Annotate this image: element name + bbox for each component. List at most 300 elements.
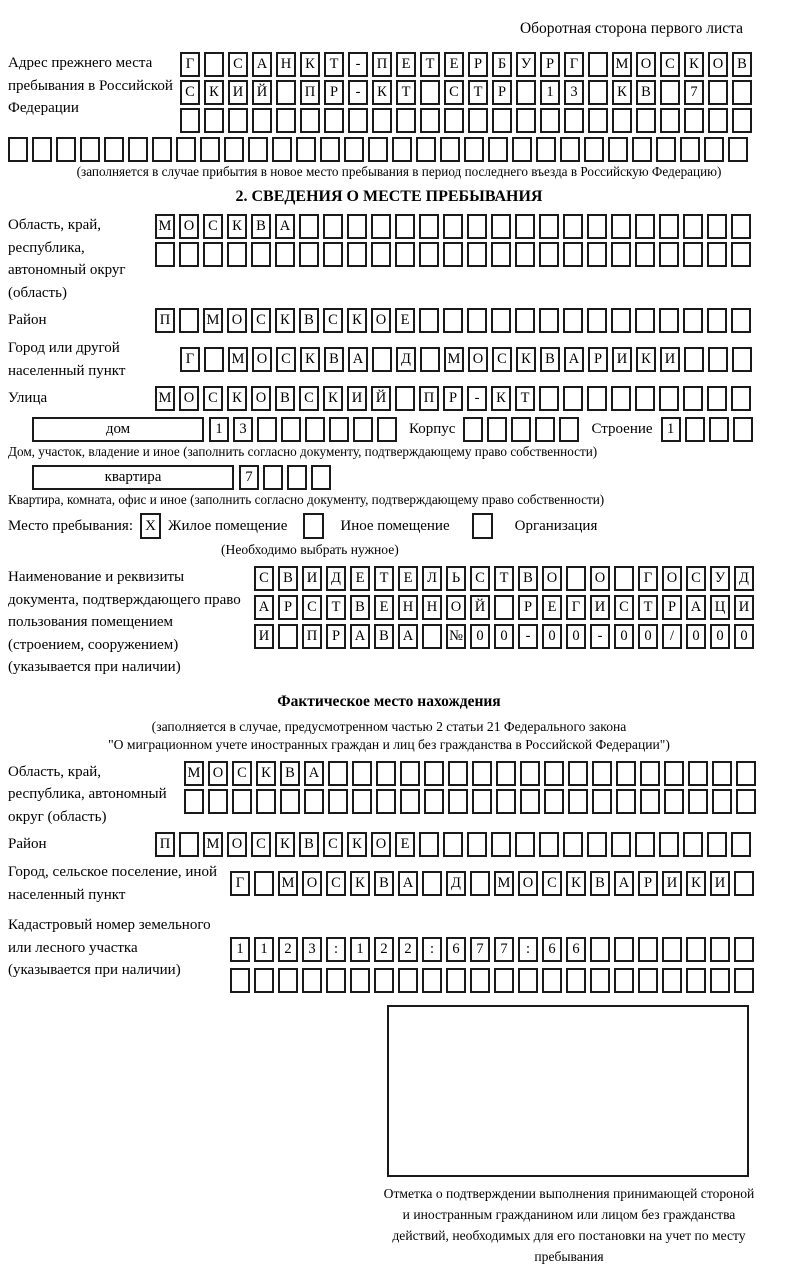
char-box: В xyxy=(350,595,370,620)
char-box xyxy=(492,108,512,133)
char-box xyxy=(278,968,298,993)
char-box: Й xyxy=(371,386,391,411)
city-field xyxy=(8,337,800,382)
char-box xyxy=(348,108,368,133)
char-box xyxy=(563,832,583,857)
stroenie-row[interactable] xyxy=(661,417,753,442)
char-box xyxy=(204,108,224,133)
char-box xyxy=(539,242,559,267)
char-box xyxy=(539,386,559,411)
char-box: : xyxy=(422,937,442,962)
char-box: Е xyxy=(396,52,416,77)
char-box: А xyxy=(350,624,370,649)
char-box: О xyxy=(468,347,488,372)
char-box: С xyxy=(542,871,562,896)
char-box xyxy=(302,968,322,993)
char-box xyxy=(376,789,396,814)
region-row-2[interactable] xyxy=(155,242,751,267)
char-box: С xyxy=(302,595,322,620)
char-box xyxy=(704,137,724,162)
char-box xyxy=(204,52,224,77)
char-box xyxy=(731,214,751,239)
char-box: С xyxy=(251,832,271,857)
region-field xyxy=(8,214,800,304)
char-box: О xyxy=(302,871,322,896)
char-box xyxy=(732,80,752,105)
char-box xyxy=(494,968,514,993)
char-box xyxy=(248,137,268,162)
char-box xyxy=(496,789,516,814)
char-box xyxy=(685,417,705,442)
char-box xyxy=(155,242,175,267)
char-box: С xyxy=(232,761,252,786)
char-box xyxy=(544,761,564,786)
char-box xyxy=(712,789,732,814)
char-box: Л xyxy=(422,566,442,591)
char-box: А xyxy=(252,52,272,77)
char-box: И xyxy=(612,347,632,372)
prev-address-row-2[interactable] xyxy=(180,80,752,105)
char-box xyxy=(563,214,583,239)
char-box xyxy=(518,968,538,993)
char-box: 7 xyxy=(239,465,259,490)
prev-address-note: (заполняется в случае прибытия в новое место пребывания в период последнего въезда в Российскую Федерацию) xyxy=(76,164,722,179)
char-box xyxy=(377,417,397,442)
char-box: 0 xyxy=(494,624,514,649)
char-box: Й xyxy=(470,595,490,620)
stay-type-checkbox-organization[interactable] xyxy=(472,513,493,539)
char-box: А xyxy=(614,871,634,896)
char-box: С xyxy=(492,347,512,372)
char-box: К xyxy=(612,80,632,105)
char-box xyxy=(515,308,535,333)
char-box xyxy=(419,242,439,267)
char-box: В xyxy=(280,761,300,786)
char-box: Д xyxy=(326,566,346,591)
street-field xyxy=(8,386,800,411)
char-box: К xyxy=(566,871,586,896)
char-box: Т xyxy=(494,566,514,591)
char-box xyxy=(422,624,442,649)
char-box xyxy=(659,242,679,267)
char-box xyxy=(564,108,584,133)
char-box xyxy=(278,624,298,649)
char-box: К xyxy=(491,386,511,411)
char-box: К xyxy=(323,386,343,411)
char-box: № xyxy=(446,624,466,649)
char-box xyxy=(400,761,420,786)
district-row[interactable] xyxy=(155,308,751,333)
char-box xyxy=(104,137,124,162)
char-box xyxy=(371,214,391,239)
char-box xyxy=(443,214,463,239)
char-box xyxy=(444,108,464,133)
char-box xyxy=(299,214,319,239)
char-box xyxy=(636,108,656,133)
char-box xyxy=(660,80,680,105)
prev-address-label: Адрес прежнего места пребывания в Российской Федерации xyxy=(8,55,173,116)
char-box: 2 xyxy=(278,937,298,962)
char-box xyxy=(230,968,250,993)
section2-title: 2. СВЕДЕНИЯ О МЕСТЕ ПРЕБЫВАНИЯ xyxy=(235,188,543,205)
char-box: К xyxy=(686,871,706,896)
char-box: С xyxy=(444,80,464,105)
char-box xyxy=(731,386,751,411)
char-box xyxy=(539,832,559,857)
actual-district-label: Район xyxy=(8,836,47,853)
char-box: И xyxy=(347,386,367,411)
char-box: В xyxy=(590,871,610,896)
char-box: С xyxy=(180,80,200,105)
char-box xyxy=(659,832,679,857)
char-box xyxy=(684,347,704,372)
char-box xyxy=(280,789,300,814)
apartment-number-row[interactable] xyxy=(239,465,331,490)
char-box: И xyxy=(710,871,730,896)
char-box: Д xyxy=(446,871,466,896)
char-box: Е xyxy=(395,308,415,333)
char-box xyxy=(587,242,607,267)
stay-type-checkbox-residential[interactable]: X xyxy=(140,513,161,539)
confirmation-stamp-area[interactable] xyxy=(387,1005,749,1177)
char-box: : xyxy=(326,937,346,962)
char-box xyxy=(635,832,655,857)
cadastral-row-1[interactable] xyxy=(230,937,754,962)
char-box: Р xyxy=(662,595,682,620)
char-box xyxy=(448,761,468,786)
char-box: 2 xyxy=(374,937,394,962)
char-box xyxy=(491,308,511,333)
char-box xyxy=(440,137,460,162)
actual-region-field xyxy=(8,761,800,829)
char-box xyxy=(587,214,607,239)
cadastral-row-2[interactable] xyxy=(230,968,754,993)
char-box xyxy=(710,937,730,962)
char-box xyxy=(254,968,274,993)
char-box: П xyxy=(302,624,322,649)
char-box xyxy=(734,937,754,962)
char-box xyxy=(588,80,608,105)
char-box: О xyxy=(590,566,610,591)
char-box xyxy=(584,137,604,162)
char-box xyxy=(680,137,700,162)
stay-type-option-other: Иное помещение xyxy=(340,517,450,534)
char-box xyxy=(515,832,535,857)
char-box xyxy=(683,386,703,411)
char-box xyxy=(420,108,440,133)
document-row-2[interactable] xyxy=(254,595,754,620)
page-header-note: Оборотная сторона первого листа xyxy=(519,20,743,37)
char-box xyxy=(640,789,660,814)
char-box xyxy=(488,137,508,162)
char-box xyxy=(472,789,492,814)
char-box: - xyxy=(467,386,487,411)
char-box xyxy=(305,417,325,442)
char-box xyxy=(707,832,727,857)
char-box: М xyxy=(278,871,298,896)
char-box: О xyxy=(371,308,391,333)
char-box: 3 xyxy=(302,937,322,962)
char-box: Р xyxy=(492,80,512,105)
char-box xyxy=(614,968,634,993)
char-box xyxy=(707,242,727,267)
char-box xyxy=(353,417,373,442)
char-box: 0 xyxy=(686,624,706,649)
region-label: Область, край, республика, автономный округ (область) xyxy=(8,217,126,301)
stay-type-checkbox-other[interactable] xyxy=(303,513,324,539)
char-box xyxy=(660,108,680,133)
apartment-note: Квартира, комната, офис и иное (заполнить согласно документу, подтверждающему право собственности) xyxy=(8,492,605,507)
char-box: 1 xyxy=(209,417,229,442)
char-box: К xyxy=(347,308,367,333)
char-box xyxy=(352,789,372,814)
char-box xyxy=(276,108,296,133)
char-box: С xyxy=(470,566,490,591)
house-type-box[interactable]: дом xyxy=(32,417,204,442)
house-number-row[interactable] xyxy=(209,417,397,442)
char-box xyxy=(616,789,636,814)
char-box xyxy=(731,832,751,857)
document-field xyxy=(8,566,800,679)
char-box xyxy=(372,347,392,372)
char-box xyxy=(491,832,511,857)
char-box xyxy=(736,761,756,786)
char-box: О xyxy=(446,595,466,620)
char-box: С xyxy=(614,595,634,620)
char-box xyxy=(635,214,655,239)
cadastral-field xyxy=(8,914,800,993)
char-box: У xyxy=(710,566,730,591)
char-box: К xyxy=(227,214,247,239)
char-box xyxy=(686,937,706,962)
char-box xyxy=(396,108,416,133)
char-box xyxy=(179,832,199,857)
char-box xyxy=(640,761,660,786)
char-box xyxy=(588,52,608,77)
char-box: С xyxy=(254,566,274,591)
char-box: Д xyxy=(396,347,416,372)
char-box: Р xyxy=(540,52,560,77)
char-box xyxy=(281,417,301,442)
char-box xyxy=(712,761,732,786)
char-box: В xyxy=(251,214,271,239)
prev-address-row-1[interactable] xyxy=(180,52,752,77)
actual-region-row-2[interactable] xyxy=(184,789,756,814)
char-box: К xyxy=(516,347,536,372)
char-box xyxy=(635,242,655,267)
char-box xyxy=(662,968,682,993)
char-box: К xyxy=(350,871,370,896)
char-box xyxy=(300,108,320,133)
char-box xyxy=(463,417,483,442)
char-box: К xyxy=(275,308,295,333)
char-box: Н xyxy=(398,595,418,620)
actual-district-row[interactable] xyxy=(155,832,751,857)
char-box xyxy=(683,832,703,857)
char-box: М xyxy=(155,386,175,411)
char-box: 0 xyxy=(542,624,562,649)
char-box xyxy=(56,137,76,162)
char-box xyxy=(664,761,684,786)
char-box: Б xyxy=(492,52,512,77)
char-box xyxy=(563,386,583,411)
char-box: 7 xyxy=(470,937,490,962)
char-box xyxy=(448,789,468,814)
char-box xyxy=(32,137,52,162)
char-box: К xyxy=(347,832,367,857)
street-row[interactable] xyxy=(155,386,751,411)
char-box: М xyxy=(203,308,223,333)
char-box: С xyxy=(276,347,296,372)
char-box xyxy=(520,761,540,786)
region-row-1[interactable] xyxy=(155,214,751,239)
char-box: 7 xyxy=(494,937,514,962)
char-box: И xyxy=(662,871,682,896)
char-box: М xyxy=(444,347,464,372)
char-box: О xyxy=(252,347,272,372)
char-box xyxy=(184,789,204,814)
char-box: Т xyxy=(374,566,394,591)
char-box: Г xyxy=(180,347,200,372)
char-box: К xyxy=(256,761,276,786)
char-box: В xyxy=(374,871,394,896)
char-box xyxy=(516,80,536,105)
char-box xyxy=(611,832,631,857)
char-box: - xyxy=(518,624,538,649)
char-box: С xyxy=(203,386,223,411)
apartment-type-box[interactable]: квартира xyxy=(32,465,234,490)
char-box xyxy=(467,242,487,267)
char-box xyxy=(709,417,729,442)
char-box xyxy=(467,832,487,857)
char-box xyxy=(227,242,247,267)
char-box: И xyxy=(590,595,610,620)
char-box xyxy=(688,789,708,814)
char-box: 1 xyxy=(661,417,681,442)
char-box xyxy=(540,108,560,133)
char-box xyxy=(392,137,412,162)
char-box xyxy=(257,417,277,442)
city-row[interactable] xyxy=(180,347,752,372)
char-box xyxy=(467,308,487,333)
char-box: К xyxy=(275,832,295,857)
char-box: С xyxy=(251,308,271,333)
char-box: К xyxy=(204,80,224,105)
char-box xyxy=(566,566,586,591)
char-box: 0 xyxy=(614,624,634,649)
char-box xyxy=(347,242,367,267)
char-box: Й xyxy=(252,80,272,105)
char-box: Р xyxy=(443,386,463,411)
char-box xyxy=(420,80,440,105)
char-box xyxy=(611,386,631,411)
char-box xyxy=(254,871,274,896)
char-box xyxy=(422,871,442,896)
char-box xyxy=(8,137,28,162)
char-box: Ц xyxy=(710,595,730,620)
stay-type-label: Место пребывания: xyxy=(8,517,133,534)
char-box: Р xyxy=(326,624,346,649)
char-box: А xyxy=(564,347,584,372)
char-box xyxy=(350,968,370,993)
char-box: Р xyxy=(588,347,608,372)
korpus-row[interactable] xyxy=(463,417,579,442)
char-box xyxy=(287,465,307,490)
char-box: - xyxy=(348,52,368,77)
char-box: В xyxy=(299,832,319,857)
char-box: А xyxy=(398,624,418,649)
char-box: С xyxy=(299,386,319,411)
char-box: Е xyxy=(350,566,370,591)
char-box: Е xyxy=(395,832,415,857)
confirmation-note: Отметка о подтверждении выполнения принимающей стороной и иностранным гражданином или лицом без гражданства действий, необходимых для его постановки на учет по месту пребывания xyxy=(383,1186,755,1265)
char-box xyxy=(588,108,608,133)
char-box xyxy=(707,214,727,239)
char-box: Р xyxy=(324,80,344,105)
char-box: 1 xyxy=(540,80,560,105)
char-box xyxy=(276,80,296,105)
char-box: С xyxy=(326,871,346,896)
char-box xyxy=(491,242,511,267)
char-box: С xyxy=(203,214,223,239)
actual-region-row-1[interactable] xyxy=(184,761,756,786)
char-box: Н xyxy=(422,595,442,620)
actual-city-row[interactable] xyxy=(230,871,754,896)
char-box: У xyxy=(516,52,536,77)
stay-type-option-residential: Жилое помещение xyxy=(168,517,288,534)
char-box: : xyxy=(518,937,538,962)
prev-address-row-4[interactable] xyxy=(8,137,800,162)
actual-city-label: Город, сельское поселение, иной населенный пункт xyxy=(8,864,217,903)
actual-city-field xyxy=(8,861,800,906)
char-box xyxy=(536,137,556,162)
char-box xyxy=(324,108,344,133)
char-box: Н xyxy=(276,52,296,77)
char-box xyxy=(496,761,516,786)
char-box xyxy=(203,242,223,267)
char-box xyxy=(592,761,612,786)
document-row-1[interactable] xyxy=(254,566,754,591)
char-box xyxy=(683,214,703,239)
char-box xyxy=(204,347,224,372)
char-box xyxy=(467,214,487,239)
char-box: О xyxy=(227,308,247,333)
char-box xyxy=(512,137,532,162)
char-box: Р xyxy=(518,595,538,620)
char-box xyxy=(708,108,728,133)
char-box: М xyxy=(203,832,223,857)
char-box: 6 xyxy=(542,937,562,962)
char-box xyxy=(611,242,631,267)
prev-address-row-3[interactable] xyxy=(180,108,752,133)
char-box xyxy=(683,242,703,267)
char-box: О xyxy=(179,214,199,239)
char-box xyxy=(560,137,580,162)
char-box xyxy=(224,137,244,162)
actual-region-label: Область, край, республика, автономный округ (область) xyxy=(8,763,167,825)
char-box xyxy=(611,308,631,333)
char-box xyxy=(684,108,704,133)
char-box xyxy=(208,789,228,814)
char-box xyxy=(371,242,391,267)
char-box: Ь xyxy=(446,566,466,591)
char-box xyxy=(708,80,728,105)
char-box: К xyxy=(684,52,704,77)
char-box xyxy=(398,968,418,993)
char-box: К xyxy=(300,52,320,77)
document-row-3[interactable] xyxy=(254,624,754,649)
korpus-label: Корпус xyxy=(409,421,456,437)
